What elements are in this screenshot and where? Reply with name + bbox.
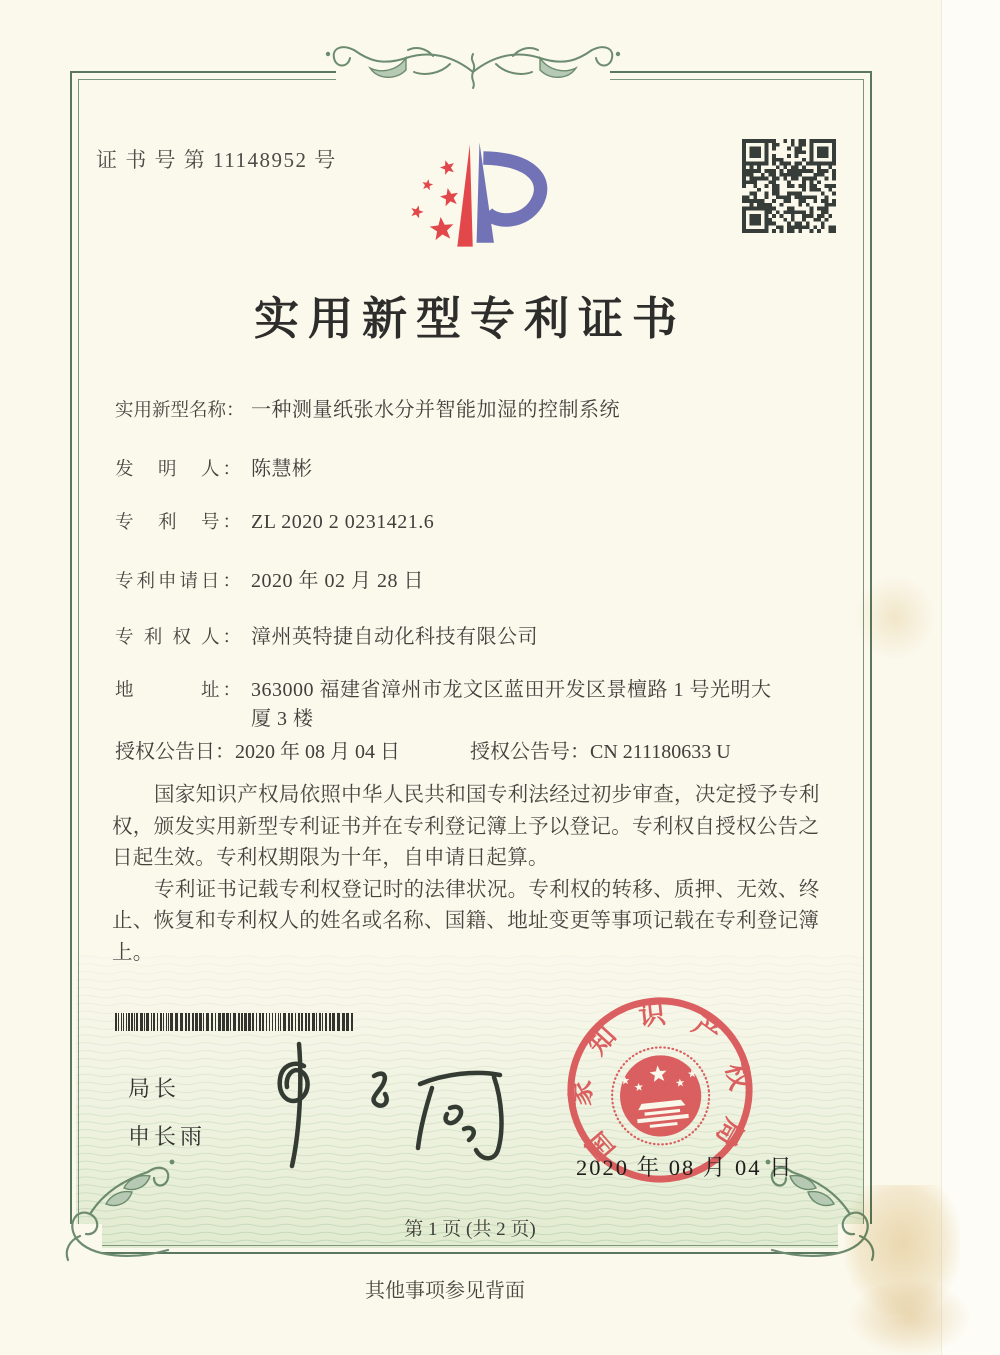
field-grant-announcement [115, 735, 855, 764]
field-value: 一种测量纸张水分并智能加湿的控制系统 [251, 399, 620, 421]
grant-date-value: 2020 年 08 月 04 日 [235, 741, 400, 763]
signer-title: 局长 [128, 1076, 181, 1101]
grant-date-label: 授权公告日： [115, 741, 235, 763]
svg-text:国: 国 [580, 1126, 621, 1166]
signer-name: 申长雨 [128, 1124, 207, 1149]
certificate-number: 证 书 号 第 11148952 号 [96, 148, 337, 172]
qr-code [742, 139, 836, 233]
field-value: 363000 福建省漳州市龙文区蓝田开发区景檀路 1 号光明大 厦 3 楼 [251, 679, 772, 730]
field-value: 陈慧彬 [251, 458, 313, 480]
svg-text:家: 家 [565, 1079, 597, 1107]
field-value: ZL 2020 2 0231421.6 [251, 511, 435, 533]
seal-date: 2020 年 08 月 04 日 [576, 1155, 794, 1180]
field-address [115, 676, 855, 734]
svg-text:权: 权 [720, 1060, 756, 1093]
field-patent-number [115, 508, 855, 534]
top-flourish-ornament [308, 42, 638, 106]
field-label: 专利申请日： [115, 572, 241, 592]
field-label: 专 利 号： [115, 513, 241, 533]
legal-paragraph-2: 专利证书记载专利权登记时的法律状况。专利权的转移、质押、无效、终止、恢复和专利权人的姓名或名称、国籍、地址变更等事项记载在专利登记簿上。 [112, 878, 820, 964]
svg-text:识: 识 [637, 998, 667, 1032]
page-number: 第 1 页 (共 2 页) [404, 1219, 536, 1240]
paper-edge [941, 0, 1000, 1355]
field-filing-date [115, 564, 855, 593]
field-utility-model-name [115, 393, 855, 422]
field-value: 2020 年 02 月 28 日 [251, 570, 424, 592]
field-inventor [115, 452, 855, 481]
field-label: 发 明 人： [115, 460, 241, 480]
legal-text [112, 780, 830, 969]
svg-text:局: 局 [710, 1113, 750, 1152]
cnipa-logo [386, 127, 598, 267]
field-label: 地 址： [115, 681, 241, 701]
grant-number-label: 授权公告号： [470, 741, 590, 763]
back-side-note: 其他事项参见背面 [365, 1280, 525, 1302]
grant-number-value: CN 211180633 U [590, 741, 731, 763]
bottom-left-flourish-ornament [56, 1140, 178, 1264]
field-patentee [115, 620, 855, 649]
svg-text:知: 知 [581, 1020, 622, 1061]
legal-paragraph-1: 国家知识产权局依照中华人民共和国专利法经过初步审查，决定授予专利权，颁发实用新型专利证书并在专利登记簿上予以登记。专利权自授权公告之日起生效。专利权期限为十年，自申请日起算。 [112, 784, 820, 869]
field-value: 漳州英特捷自动化科技有限公司 [251, 626, 538, 648]
barcode [115, 1013, 359, 1031]
certificate-title: 实用新型专利证书 [253, 294, 686, 344]
field-label: 实用新型名称： [115, 401, 245, 421]
director-signature [252, 1032, 520, 1172]
field-label: 专 利 权 人： [115, 628, 241, 648]
svg-text:产: 产 [687, 1009, 727, 1050]
